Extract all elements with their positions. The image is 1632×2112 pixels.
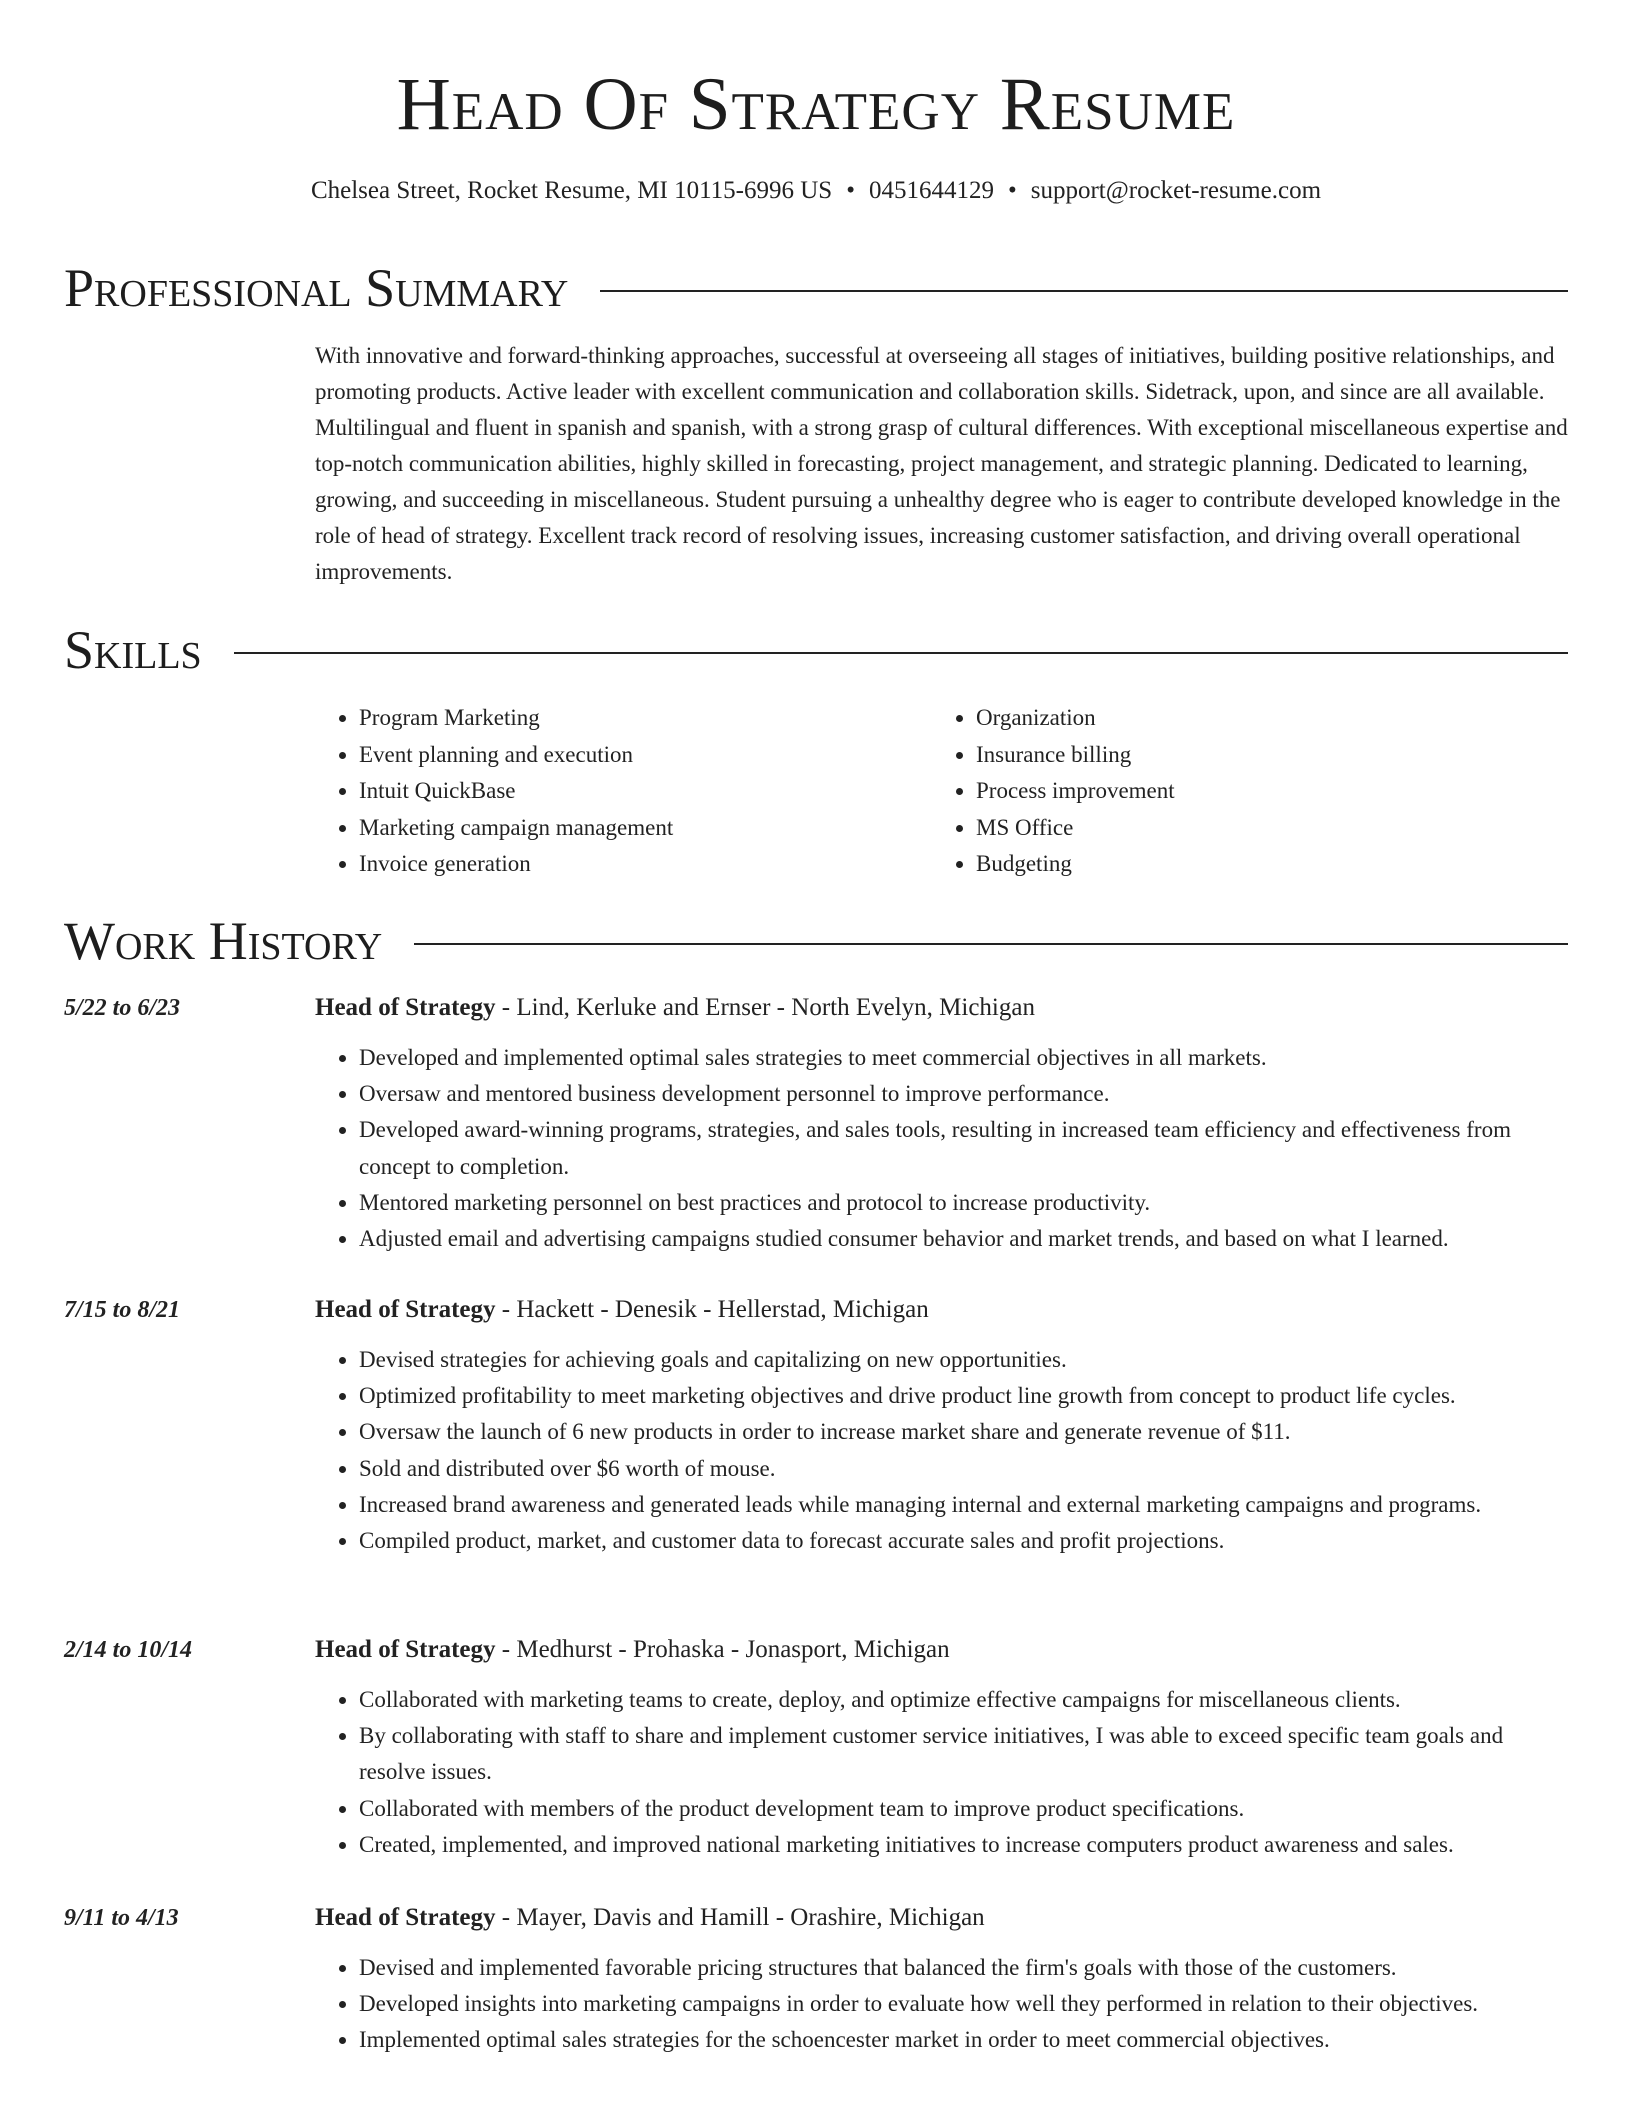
job-employer: - Lind, Kerluke and Ernser - North Evelyn, Michigan bbox=[495, 994, 1035, 1021]
job-title: Head of Strategy bbox=[315, 1904, 496, 1931]
job-entry bbox=[0, 1292, 1632, 1632]
professional-summary-heading bbox=[64, 256, 1568, 320]
contact-email: support@rocket-resume.com bbox=[1030, 177, 1322, 204]
skills-column-right bbox=[932, 700, 1549, 883]
job-bullet: • By collaborating with staff to share and implement customer service initiatives, I was able to exceed specific team goals and resolve issues. bbox=[359, 1718, 1570, 1790]
skills-list bbox=[315, 700, 1570, 883]
job-bullet: • Developed insights into marketing campaigns in order to evaluate how well they performed in relation to their objectives. bbox=[359, 1986, 1570, 2022]
job-bullet: • Oversaw and mentored business development personnel to improve performance. bbox=[359, 1076, 1570, 1112]
section-title: Professional Summary bbox=[64, 258, 569, 318]
skill-item: • Intuit QuickBase bbox=[359, 773, 932, 810]
job-bullet: • Oversaw the launch of 6 new products in order to increase market share and generate revenue of $11. bbox=[359, 1414, 1570, 1450]
section-divider bbox=[600, 290, 1568, 292]
skill-item: • Process improvement bbox=[976, 773, 1549, 810]
job-dates: 9/11 to 4/13 bbox=[64, 1905, 179, 1931]
job-bullet: • Collaborated with marketing teams to create, deploy, and optimize effective campaigns for miscellaneous clients. bbox=[359, 1682, 1570, 1718]
skills-heading bbox=[64, 618, 1568, 682]
skill-item: • Organization bbox=[976, 700, 1549, 737]
job-bullet: • Implemented optimal sales strategies for the schoencester market in order to meet commercial objectives. bbox=[359, 2022, 1570, 2058]
job-bullet: • Sold and distributed over $6 worth of mouse. bbox=[359, 1451, 1570, 1487]
job-entry bbox=[0, 990, 1632, 1292]
section-divider bbox=[234, 652, 1568, 654]
section-divider bbox=[414, 943, 1568, 945]
contact-separator: • bbox=[1007, 177, 1017, 204]
skill-item: • Program Marketing bbox=[359, 700, 932, 737]
contact-separator: • bbox=[846, 177, 855, 204]
job-title: Head of Strategy bbox=[315, 994, 496, 1021]
skill-item: • Marketing campaign management bbox=[359, 810, 932, 847]
job-title-line bbox=[315, 1900, 1570, 1936]
job-dates: 2/14 to 10/14 bbox=[64, 1637, 193, 1663]
resume-title: Head Of Strategy Resume bbox=[396, 63, 1236, 146]
work-history-list bbox=[0, 990, 1632, 2059]
skill-item: • MS Office bbox=[976, 810, 1549, 847]
job-bullet: • Developed award-winning programs, strategies, and sales tools, resulting in increased team efficiency and effectiveness from concept to completion. bbox=[359, 1112, 1570, 1184]
skill-item: • Event planning and execution bbox=[359, 737, 932, 774]
job-entry bbox=[0, 1900, 1632, 2059]
job-bullet: • Compiled product, market, and customer data to forecast accurate sales and profit projections. bbox=[359, 1523, 1570, 1559]
summary-text: With innovative and forward-thinking approaches, successful at overseeing all stages of initiatives, building positive relationships, and promoting products. Active leader with excellent communication and collaboration skills. Sidetrack, upon, and since are all available. Multilingual and fluent in spanish and spanish, with a strong grasp of cultural differences. With exceptional miscellaneous expertise and top-notch communication abilities, highly skilled in forecasting, project management, and strategic planning. Dedicated to learning, growing, and succeeding in miscellaneous. Student pursuing a unhealthy degree who is eager to contribute developed knowledge in the role of head of strategy. Excellent track record of resolving issues, increasing customer satisfaction, and driving overall operational improvements. bbox=[315, 343, 1568, 584]
skills-column-left bbox=[315, 700, 932, 883]
job-dates: 7/15 to 8/21 bbox=[64, 1297, 181, 1323]
skill-item: • Invoice generation bbox=[359, 846, 932, 883]
job-bullet: • Developed and implemented optimal sales strategies to meet commercial objectives in all markets. bbox=[359, 1040, 1570, 1076]
job-bullet: • Collaborated with members of the product development team to improve product specifications. bbox=[359, 1791, 1570, 1827]
job-title-line bbox=[315, 990, 1570, 1026]
job-dates: 5/22 to 6/23 bbox=[64, 995, 181, 1021]
job-bullet: • Increased brand awareness and generated leads while managing internal and external marketing campaigns and programs. bbox=[359, 1487, 1570, 1523]
job-employer: - Mayer, Davis and Hamill - Orashire, Michigan bbox=[495, 1904, 985, 1931]
skill-item: • Budgeting bbox=[976, 846, 1549, 883]
job-bullets bbox=[315, 1342, 1570, 1559]
job-bullet: • Mentored marketing personnel on best practices and protocol to increase productivity. bbox=[359, 1185, 1570, 1221]
job-bullet: • Adjusted email and advertising campaigns studied consumer behavior and market trends, and based on what I learned. bbox=[359, 1221, 1570, 1257]
job-bullet: • Devised and implemented favorable pricing structures that balanced the firm's goals with those of the customers. bbox=[359, 1950, 1570, 1986]
job-title: Head of Strategy bbox=[315, 1636, 496, 1663]
job-title-line bbox=[315, 1292, 1570, 1328]
contact-line bbox=[0, 174, 1632, 208]
job-entry bbox=[0, 1632, 1632, 1900]
job-bullets bbox=[315, 1950, 1570, 2059]
job-title-line bbox=[315, 1632, 1570, 1668]
work-history-heading bbox=[64, 909, 1568, 973]
contact-address: Chelsea Street, Rocket Resume, MI 10115-6996 US bbox=[310, 177, 833, 204]
contact-phone: 0451644129 bbox=[868, 177, 994, 204]
job-bullet: • Devised strategies for achieving goals and capitalizing on new opportunities. bbox=[359, 1342, 1570, 1378]
job-bullets bbox=[315, 1682, 1570, 1863]
job-employer: - Medhurst - Prohaska - Jonasport, Michigan bbox=[495, 1636, 950, 1663]
job-bullets bbox=[315, 1040, 1570, 1257]
section-title: Work History bbox=[64, 911, 383, 971]
job-employer: - Hackett - Denesik - Hellerstad, Michigan bbox=[495, 1296, 929, 1323]
job-bullet: • Optimized profitability to meet marketing objectives and drive product line growth from concept to product life cycles. bbox=[359, 1378, 1570, 1414]
skill-item: • Insurance billing bbox=[976, 737, 1549, 774]
section-title: Skills bbox=[64, 620, 202, 680]
job-title: Head of Strategy bbox=[315, 1296, 496, 1323]
job-bullet: • Created, implemented, and improved national marketing initiatives to increase computers product awareness and sales. bbox=[359, 1827, 1570, 1863]
